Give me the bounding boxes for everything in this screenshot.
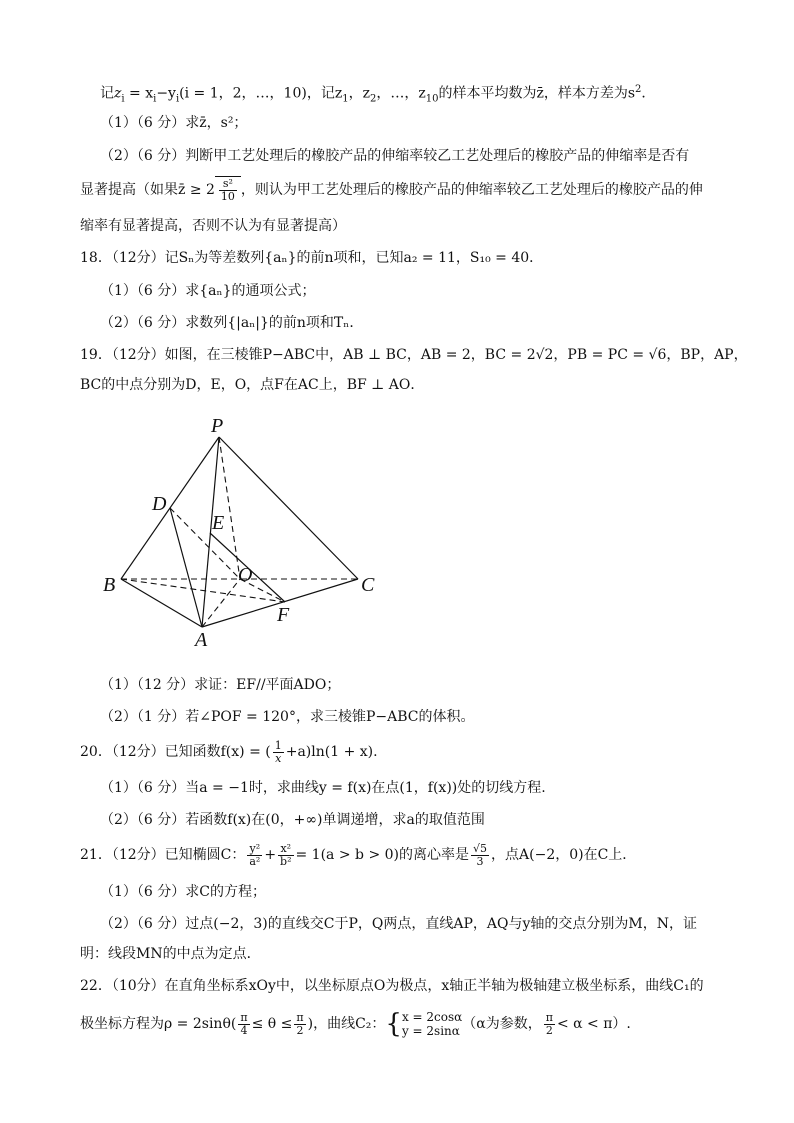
problem17-part2: （2）（6 分）判断甲工艺处理后的橡胶产品的伸缩率较乙工艺处理后的橡胶产品的伸缩率是否有 — [100, 148, 690, 164]
label-A: A — [195, 629, 208, 651]
problem17-z-definition: 记$z_i = x_i-y_i(i = 1$，2，…，10)，记$z_1$，$z_2$，…，$z_{10}$的样本平均数为z̄，样本方差为$s^2$． — [100, 84, 656, 105]
segment-AO-hidden — [202, 579, 240, 627]
problem20-part1: （1）（6 分）当a = −1时，求曲线y = f(x)在点(1，f(x))处的切线方程. — [100, 780, 546, 796]
problem17-part2-end: 缩率有显著提高，否则不认为有显著提高） — [80, 218, 346, 234]
segment-BF-hidden — [121, 579, 285, 602]
edge-PC — [219, 437, 358, 579]
problem21-stem: 21．（12分）已知椭圆C： $\frac{\text{y²}}{\text{a²}}$ + $\frac{\text{x²}}{\text{b²}}$ = 1(a > b > 0)的离心率是 $\frac{√5}{3}$ ，点A(−2，0)在C上． — [80, 841, 637, 868]
problem22-stem: 22．（10分）在直角坐标系xOy中，以坐标原点O为极点，x轴正半轴为极轴建立极坐标系，曲线C₁的 — [80, 978, 704, 994]
problem19-stem-cont: BC的中点分别为D，E，O，点F在AC上，BF ⊥ AO． — [80, 377, 425, 393]
segment-PO-hidden — [219, 437, 240, 579]
label-O: O — [238, 564, 253, 586]
problem17-part1: （1）（6 分）求z̄，s²； — [100, 115, 248, 131]
problem19-stem: 19．（12分）如图，在三棱锥P−ABC中，AB ⊥ BC，AB = 2，BC = 2√2，PB = PC = √6，BP，AP， — [80, 347, 748, 363]
problem21-part1: （1）（6 分）求C的方程； — [100, 884, 266, 900]
problem18-part2: （2）（6 分）求数列{|aₙ|}的前n项和Tₙ． — [100, 315, 364, 331]
problem18-part1: （1）（6 分）求{aₙ}的通项公式； — [100, 283, 316, 299]
problem20-stem: 20．（12分）已知函数f(x) = ( $\frac{1}{x}$ +a)ln(1 + x). — [80, 738, 378, 765]
problem18-stem: 18．（12分）记Sₙ为等差数列{aₙ}的前n项和，已知a₂ = 11，S₁₀ = 40． — [80, 250, 544, 266]
problem17-part2-cont: 显著提高（如果z̄ ≥ 2 $\frac{\text{s²}}{10}$ ，则认为甲工艺处理后的橡胶产品的伸缩率较乙工艺处理后的橡胶产品的伸 — [80, 176, 703, 203]
label-D: D — [152, 493, 167, 515]
edge-BA — [121, 579, 202, 627]
problem21-part2: （2）（6 分）过点(−2，3)的直线交C于P，Q两点，直线AP，AQ与y轴的交点分别为M，N，证 — [100, 916, 697, 932]
problem19-part2: （2）（1 分）若∠POF = 120°，求三棱锥P−ABC的体积。 — [100, 709, 475, 725]
label-E: E — [212, 512, 225, 534]
tetrahedron-figure — [95, 405, 395, 660]
label-P: P — [211, 415, 224, 437]
label-F: F — [277, 604, 290, 626]
label-B: B — [103, 574, 116, 596]
segment-DO-hidden — [170, 508, 240, 579]
problem21-part2-cont: 明：线段MN的中点为定点． — [80, 946, 261, 962]
label-C: C — [361, 574, 375, 596]
problem19-part1: （1）（12 分）求证：EF//平面ADO； — [100, 677, 341, 693]
segment-DA — [170, 508, 202, 627]
problem20-part2: （2）（6 分）若函数f(x)在(0，+∞)单调递增，求a的取值范围 — [100, 812, 485, 828]
problem22-stem-cont: 极坐标方程为ρ = 2sinθ( $\frac{\pi}{4}$ ≤ θ ≤ $\frac{\pi}{2}$ )，曲线C₂：{ x = 2cosα y = 2sinα （α为参数， $\frac{\pi}{2}$ < α < π）. — [80, 1009, 631, 1039]
